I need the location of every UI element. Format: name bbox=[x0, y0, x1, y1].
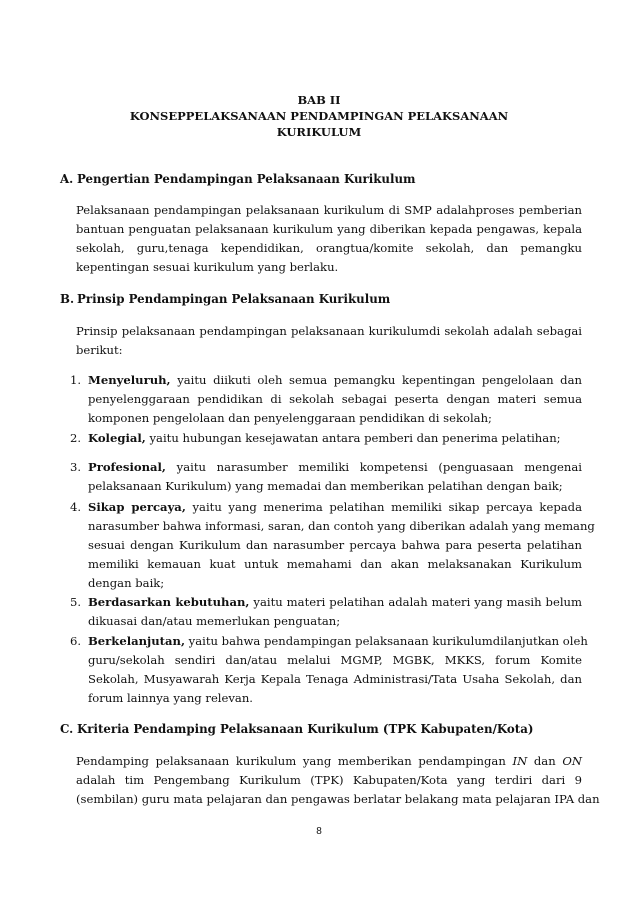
item-line: dengan baik; bbox=[88, 576, 165, 590]
section-c-title bbox=[60, 722, 533, 736]
principle-item bbox=[70, 371, 582, 428]
paragraph-line: (sembilan) guru mata pelajaran dan pengawas berlatar belakang mata pelajaran IPA dan bbox=[76, 792, 600, 806]
item-number: 3. bbox=[70, 460, 82, 474]
item-line: guru/sekolah sendiri dan/atau melalui MGMP, MGBK, MKKS, forum Komite bbox=[88, 653, 582, 667]
item-text: yaitu yang menerima pelatihan memiliki sikap percaya kepada bbox=[185, 500, 582, 514]
in-term: IN bbox=[512, 754, 528, 768]
chapter-number: BAB II bbox=[297, 93, 341, 107]
paragraph-line: Prinsip pelaksanaan pendampingan pelaksanaan kurikulumdi sekolah adalah sebagai bbox=[76, 324, 582, 338]
principle-item bbox=[70, 593, 582, 631]
paragraph-text: dan bbox=[527, 754, 563, 768]
paragraph-line: bantuan penguatan pelaksanaan kurikulum yang diberikan kepada pengawas, kepala bbox=[76, 222, 582, 236]
paragraph-line: sekolah, guru,tenaga kependidikan, orangtua/komite sekolah, dan pemangku bbox=[76, 241, 582, 255]
section-a-number: A. bbox=[60, 172, 74, 186]
section-c-number: C. bbox=[60, 722, 74, 736]
section-b-title bbox=[60, 292, 390, 306]
item-line: forum lainnya yang relevan. bbox=[88, 691, 253, 705]
page-number: 8 bbox=[316, 826, 322, 837]
item-text: yaitu diikuti oleh semua pemangku kepentingan pengelolaan dan bbox=[170, 373, 582, 387]
item-line: memiliki kemauan kuat untuk memahami dan akan melaksanakan Kurikulum bbox=[88, 557, 582, 571]
item-term: Profesional, bbox=[88, 460, 166, 474]
item-number: 1. bbox=[70, 373, 82, 387]
item-number: 4. bbox=[70, 500, 82, 514]
section-a-paragraph bbox=[76, 201, 582, 277]
paragraph-line: adalah tim Pengembang Kurikulum (TPK) Kabupaten/Kota yang terdiri dari 9 bbox=[76, 773, 582, 787]
item-line: sesuai dengan Kurikulum dan narasumber percaya bahwa para peserta pelatihan bbox=[88, 538, 582, 552]
principle-item bbox=[70, 632, 588, 708]
section-a-title bbox=[60, 172, 416, 186]
item-term: Berdasarkan kebutuhan, bbox=[88, 595, 250, 609]
item-line: penyelenggaraan pendidikan di sekolah sebagai peserta dengan materi semua bbox=[88, 392, 582, 406]
item-term: Menyeluruh, bbox=[88, 373, 171, 387]
item-term: Berkelanjutan, bbox=[88, 634, 185, 648]
item-text: yaitu bahwa pendampingan pelaksanaan kurikulumdilanjutkan oleh bbox=[185, 634, 588, 648]
item-number: 6. bbox=[70, 634, 82, 648]
item-line: narasumber bahwa informasi, saran, dan contoh yang diberikan adalah yang memang bbox=[88, 519, 595, 533]
item-number: 5. bbox=[70, 595, 82, 609]
chapter-heading bbox=[0, 92, 638, 140]
item-number: 2. bbox=[70, 431, 82, 445]
section-b-heading: Prinsip Pendampingan Pelaksanaan Kurikulum bbox=[77, 292, 391, 306]
on-term: ON bbox=[562, 754, 582, 768]
item-line: Sekolah, Musyawarah Kerja Kepala Tenaga Administrasi/Tata Usaha Sekolah, dan bbox=[88, 672, 582, 686]
paragraph-text: Pendamping pelaksanaan kurikulum yang memberikan pendampingan bbox=[76, 754, 513, 768]
item-line: dikuasai dan/atau memerlukan penguatan; bbox=[88, 614, 341, 628]
principle-item bbox=[70, 429, 582, 448]
item-line: pelaksanaan Kurikulum) yang memadai dan memberikan pelatihan dengan baik; bbox=[88, 479, 563, 493]
paragraph-line: berikut: bbox=[76, 343, 123, 357]
section-a-heading: Pengertian Pendampingan Pelaksanaan Kurikulum bbox=[77, 172, 416, 186]
item-term: Sikap percaya, bbox=[88, 500, 186, 514]
paragraph-line: kepentingan sesuai kurikulum yang berlaku. bbox=[76, 260, 339, 274]
section-c-heading: Kriteria Pendamping Pelaksanaan Kurikulum (TPK Kabupaten/Kota) bbox=[77, 722, 534, 736]
item-text: yaitu hubungan kesejawatan antara pemberi dan penerima pelatihan; bbox=[145, 431, 561, 445]
section-b-intro bbox=[76, 322, 582, 360]
item-line: komponen pengelolaan dan penyelenggaraan pendidikan di sekolah; bbox=[88, 411, 492, 425]
item-text: yaitu narasumber memiliki kompetensi (penguasaan mengenai bbox=[165, 460, 582, 474]
paragraph-line: Pelaksanaan pendampingan pelaksanaan kurikulum di SMP adalahproses pemberian bbox=[76, 203, 582, 217]
chapter-title-line-1: KONSEPPELAKSANAAN PENDAMPINGAN PELAKSANAAN bbox=[129, 109, 509, 123]
item-term: Kolegial, bbox=[88, 431, 146, 445]
chapter-title-line-2: KURIKULUM bbox=[276, 125, 362, 139]
section-c-paragraph bbox=[76, 752, 600, 809]
section-b-number: B. bbox=[60, 292, 75, 306]
item-text: yaitu materi pelatihan adalah materi yang masih belum bbox=[249, 595, 582, 609]
principle-item bbox=[70, 458, 582, 496]
principle-item bbox=[70, 498, 595, 593]
